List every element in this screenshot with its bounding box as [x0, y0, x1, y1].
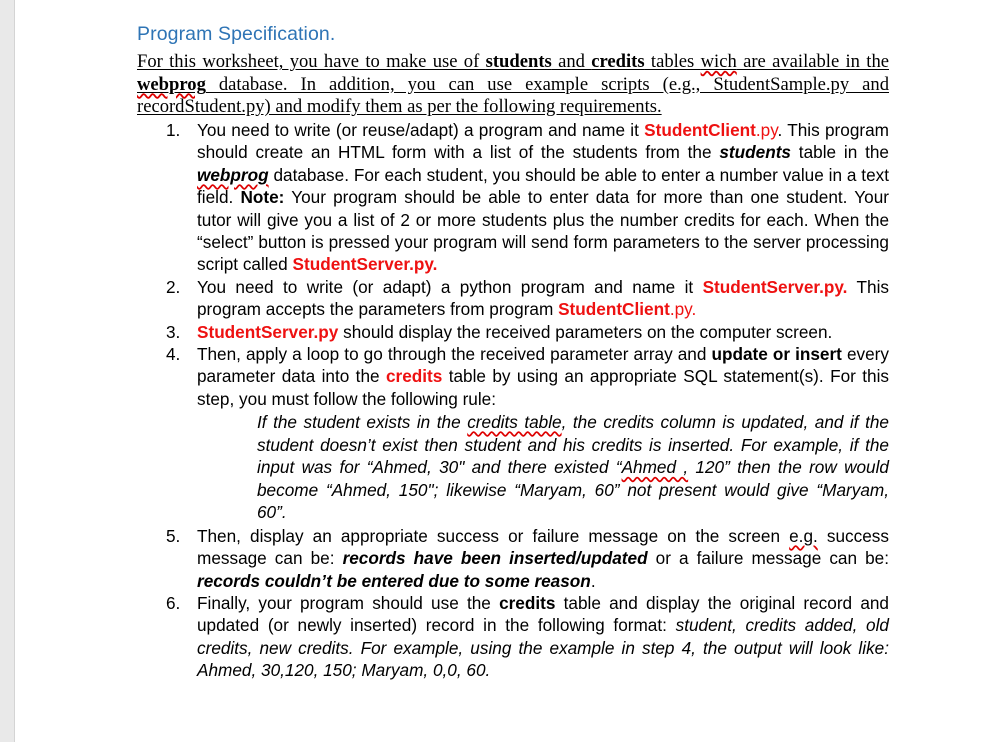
item-text: table and display the original record and updated (or newly inserted) record in the following format:: [197, 593, 889, 636]
intro-students: students: [485, 51, 552, 72]
list-item: [197, 276, 889, 321]
item-text: database. For each student, you should be able to enter a number value in a text field.: [197, 164, 889, 208]
item-emphasis: records have been inserted/updated: [342, 548, 648, 569]
item-highlight: StudentServer.py.: [292, 254, 438, 275]
item-highlight: StudentServer.py: [197, 322, 339, 342]
item-text: or a failure message can be:: [647, 548, 890, 569]
item-text: This program accepts the parameters from program: [197, 277, 889, 320]
item-emphasis: records couldn’t be entered due to some reason: [197, 570, 591, 591]
list-item: [197, 119, 889, 276]
list-number: 5.: [166, 526, 181, 546]
list-item: [197, 321, 889, 343]
intro-paragraph: [137, 51, 889, 119]
list-number: 1.: [166, 120, 181, 140]
spelling-error: wich: [700, 51, 737, 72]
list-item: [197, 343, 889, 410]
rule-text: If the student exists in the: [257, 412, 468, 432]
item-highlight: .py.: [669, 299, 697, 320]
list-number: 2.: [166, 277, 181, 297]
item-text: table in the: [790, 142, 889, 163]
item-highlight: StudentClient: [558, 299, 670, 320]
item-bold: Note:: [240, 187, 285, 208]
rule-block: [257, 411, 889, 524]
list-number: 6.: [166, 593, 181, 613]
item-highlight: StudentServer.py.: [702, 277, 848, 297]
spelling-error: webprog: [137, 73, 206, 95]
page-heading: Program Specification.: [137, 23, 336, 45]
item-italic: student, credits added, old credits, new credits. For example, using the example in step 4, the output will look like: Ahmed, 30,120, 150; Maryam, 0,0, 60.: [197, 615, 889, 681]
rule-text: , the credits column is updated, and if the student doesn’t exist then student and his credits is inserted. For example, if the input was for “Ahmed, 30" and there existed “: [257, 412, 889, 478]
item-text: .: [590, 570, 596, 591]
item-text: You need to write (or reuse/adapt) a program and name it: [197, 120, 645, 140]
list-number: 3.: [166, 322, 181, 342]
list-item: [197, 525, 889, 592]
item-emphasis: students: [719, 142, 791, 163]
item-highlight: StudentClient: [644, 120, 756, 140]
item-bold: credits: [499, 593, 556, 613]
intro-text: database. In addition, you can use example scripts (e.g., StudentSample.py and recordStudent.py) and modify them as per the following requirements.: [137, 73, 889, 117]
spelling-error: e.g.: [789, 526, 818, 546]
item-text: . This program should create an HTML form with a list of the students from the: [197, 120, 889, 163]
list-item: [197, 592, 889, 682]
item-text: You need to write (or adapt) a python program and name it: [197, 277, 703, 297]
item-text: should display the received parameters on the computer screen.: [338, 322, 833, 342]
rule-text: 120” then the row would become “Ahmed, 150"; likewise “Maryam, 60” not present would give “Maryam, 60”.: [257, 457, 889, 523]
item-text: Finally, your program should use the: [197, 593, 500, 613]
left-gutter: [0, 0, 14, 742]
item-text: Then, apply a loop to go through the received parameter array and: [197, 344, 712, 364]
intro-text: tables: [644, 51, 701, 72]
item-text: table by using an appropriate SQL statement(s). For this step, you must follow the following rule:: [197, 366, 889, 409]
spelling-error: credits table: [467, 412, 562, 432]
item-text: Then, display an appropriate success or failure message on the screen: [197, 526, 790, 546]
item-highlight: credits: [385, 366, 443, 387]
item-text: Your program should be able to enter data for more than one student. Your tutor will give you a list of 2 or more students plus the number credits for each. When the “select” button is pressed your program will send form parameters to the server processing script called: [197, 187, 889, 275]
intro-text: For this worksheet, you have to make use of: [137, 51, 486, 72]
intro-text: and: [551, 51, 592, 72]
item-highlight: .py: [755, 120, 778, 140]
item-text: every parameter data into the: [197, 344, 889, 387]
item-bold: update or insert: [711, 344, 842, 364]
gutter-divider: [14, 0, 15, 742]
item-text: success message can be:: [197, 526, 889, 569]
intro-credits: credits: [591, 51, 645, 72]
list-number: 4.: [166, 344, 181, 364]
spelling-error: webprog: [197, 164, 269, 185]
intro-text: are available in the: [736, 51, 890, 72]
spelling-error: Ahmed ,: [621, 457, 689, 478]
